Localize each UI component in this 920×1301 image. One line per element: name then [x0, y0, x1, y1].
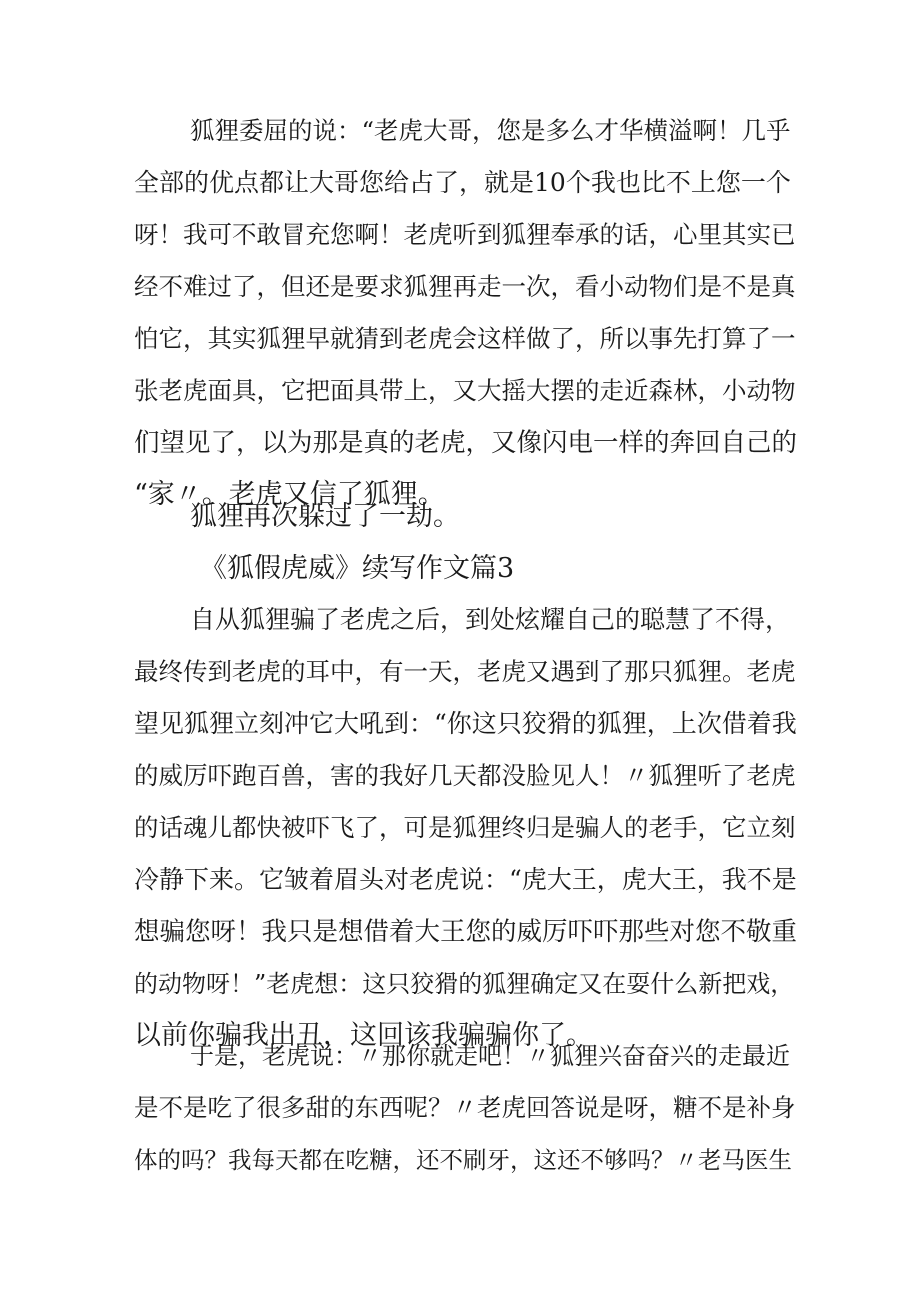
paragraph-line: 望见狐狸立刻冲它大吼到：“你这只狡猾的狐狸，上次借着我 [134, 709, 797, 738]
paragraph-line: 冷静下来。它皱着眉头对老虎说：“虎大王，虎大王，我不是 [134, 865, 797, 894]
paragraph-line: 全部的优点都让大哥您给占了，就是10个我也比不上您一个 [134, 168, 791, 197]
paragraph-line: 狐狸再次躲过了一劫。 [190, 501, 460, 532]
paragraph-line: 张老虎面具，它把面具带上，又大摇大摆的走近森林，小动物 [134, 376, 796, 405]
paragraph-2 [134, 491, 798, 543]
paragraph-line: 以前你骗我出丑，这回该我骗骗你了。 [134, 1020, 593, 1051]
paragraph-line: 体的吗？我每天都在吃糖，还不刷牙，这还不够吗？〃老马医生 [134, 1146, 792, 1174]
paragraph-line: 想骗您呀！我只是想借着大王您的威厉吓吓那些对您不敬重 [134, 917, 798, 947]
paragraph-line: 于是，老虎说：〃那你就走吧！〃狐狸兴奋奋兴的走最近 [190, 1042, 790, 1070]
paragraph-line: 狐狸委屈的说：“老虎大哥，您是多么才华横溢啊！几乎 [190, 116, 791, 145]
paragraph-line: 呀！我可不敢冒充您啊！老虎听到狐狸奉承的话，心里其实已 [134, 220, 796, 249]
paragraph-line: 经不难过了，但还是要求狐狸再走一次，看小动物们是不是真 [134, 272, 796, 301]
paragraph-line: 们望见了，以为那是真的老虎，又像闪电一样的奔回自己的 [134, 428, 798, 458]
section-heading: 《狐假虎威》续写作文篇3 [200, 553, 515, 584]
paragraph-1 [134, 105, 798, 521]
paragraph-3 [134, 594, 798, 1062]
paragraph-line: “家〃。老虎又信了狐狸。 [134, 479, 445, 510]
paragraph-line: 怕它，其实狐狸早就猜到老虎会这样做了，所以事先打算了一 [134, 324, 796, 353]
paragraph-4 [134, 1030, 798, 1186]
paragraph-line: 的话魂儿都快被吓飞了，可是狐狸终归是骗人的老手，它立刻 [134, 813, 796, 842]
paragraph-line: 最终传到老虎的耳中，有一天，老虎又遇到了那只狐狸。老虎 [134, 657, 796, 686]
paragraph-line: 自从狐狸骗了老虎之后，到处炫耀自己的聪慧了不得， [190, 605, 791, 634]
paragraph-line: 的动物呀！”老虎想：这只狡猾的狐狸确定又在耍什么新把戏， [134, 970, 795, 998]
paragraph-line: 是不是吃了很多甜的东西呢？〃老虎回答说是呀，糖不是补身 [134, 1093, 796, 1122]
paragraph-line: 的威厉吓跑百兽，害的我好几天都没脸见人！〃狐狸听了老虎 [134, 761, 796, 790]
